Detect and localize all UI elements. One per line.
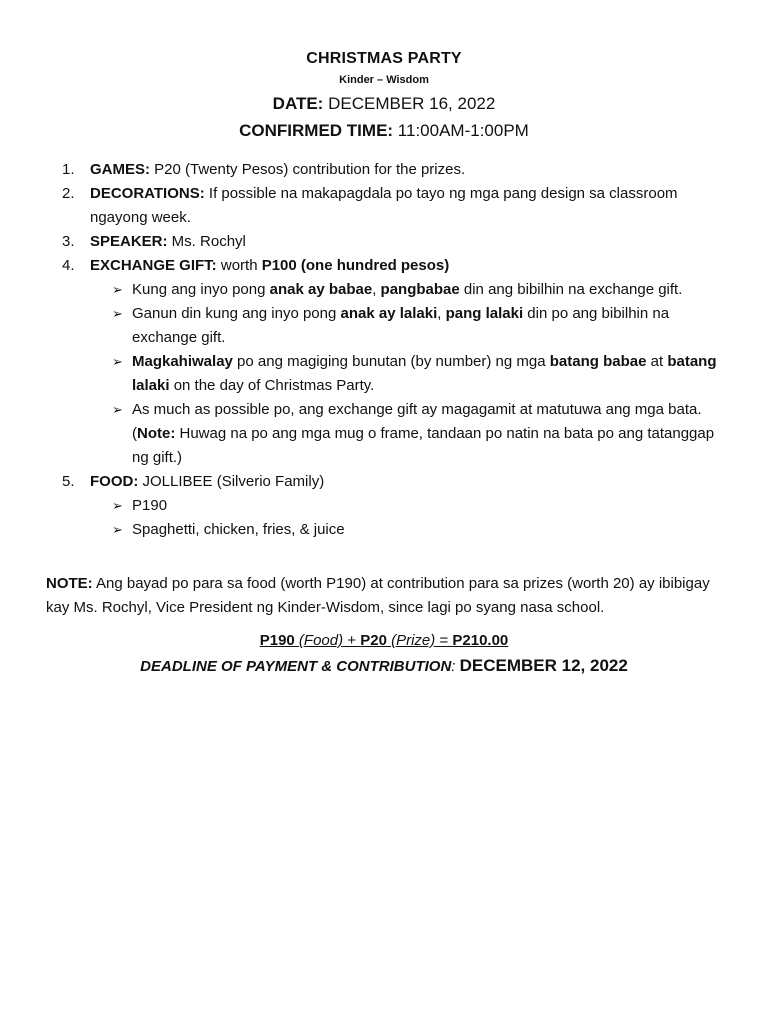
decorations-text: If possible na makapagdala po tayo ng mga pang design sa classroom ngayong week.	[90, 185, 678, 226]
exchange-text: worth	[216, 257, 262, 274]
payment-note-text: Ang bayad po para sa food (worth P190) at contribution para sa prizes (worth 20) ay ibibigay kay Ms. Rochyl, Vice President ng Kinder-Wisdom, since lagi po syang nasa school.	[46, 575, 710, 616]
event-time	[0, 121, 768, 141]
arrow-bullet-icon: ➢	[112, 354, 123, 369]
payment-deadline: DEADLINE OF PAYMENT & CONTRIBUTION: DECEMBER 12, 2022	[140, 656, 628, 675]
page-title: CHRISTMAS PARTY	[306, 50, 462, 67]
list-item-exchange-gift	[62, 254, 722, 278]
arrow-bullet-icon: ➢	[112, 402, 123, 417]
deadline-label: DEADLINE OF PAYMENT & CONTRIBUTION	[140, 658, 452, 675]
arrow-bullet-icon: ➢	[112, 306, 123, 321]
exchange-amount: P100 (one hundred pesos)	[261, 257, 450, 274]
exchange-gift-note: (Note: Huwag na po ang mga mug o frame, tandaan po natin na bata po ang tatanggap ng gift.)	[132, 425, 715, 466]
sub-item: ➢ Kung ang inyo pong anak ay babae, pangbabae din ang bibilhin na exchange gift.	[112, 278, 722, 302]
speaker-label: SPEAKER:	[90, 233, 168, 250]
payment-note	[46, 572, 736, 620]
arrow-bullet-icon: ➢	[112, 282, 123, 297]
deadline-date: DECEMBER 12, 2022	[459, 656, 628, 675]
list-number: 2.	[62, 185, 75, 202]
event-date	[0, 94, 768, 114]
speaker-text: Ms. Rochyl	[167, 233, 246, 250]
games-text: P20 (Twenty Pesos) contribution for the prizes.	[150, 161, 466, 178]
list-item-speaker	[62, 230, 722, 254]
list-number: 1.	[62, 161, 75, 178]
sub-item: ➢ As much as possible po, ang exchange gift ay magagamit at matutuwa ang mga bata.	[112, 398, 722, 422]
class-subtitle: Kinder – Wisdom	[339, 74, 429, 86]
note-label: Note:	[137, 425, 176, 442]
time-label: CONFIRMED TIME:	[239, 121, 394, 140]
list-number: 4.	[62, 257, 75, 274]
games-label: GAMES:	[90, 161, 150, 178]
sub-item: ➢ Magkahiwalay po ang magiging bunutan (by number) ng mga batang babae at batang lalaki on the day of Christmas Party.	[112, 350, 722, 398]
exchange-label: EXCHANGE GIFT:	[90, 257, 217, 274]
sub-item: ➢ Ganun din kung ang inyo pong anak ay lalaki, pang lalaki din po ang bibilhin na exchange gift.	[112, 302, 722, 350]
sub-item	[112, 494, 722, 518]
food-label: FOOD:	[90, 473, 139, 490]
time-value: 11:00AM-1:00PM	[393, 121, 529, 140]
list-item-food	[62, 470, 722, 494]
payment-note-label: NOTE:	[46, 575, 93, 592]
arrow-bullet-icon: ➢	[112, 498, 123, 513]
sub-item	[112, 518, 722, 542]
date-label: DATE:	[272, 94, 324, 113]
party-details-list	[62, 158, 722, 542]
food-price: P190	[132, 497, 168, 514]
decorations-label: DECORATIONS:	[90, 185, 205, 202]
payment-total: P190 (Food) + P20 (Prize) = P210.00	[259, 632, 509, 649]
food-menu: Spaghetti, chicken, fries, & juice	[132, 521, 345, 538]
food-text: JOLLIBEE (Silverio Family)	[138, 473, 325, 490]
list-item-games	[62, 158, 722, 182]
list-number: 3.	[62, 233, 75, 250]
list-number: 5.	[62, 473, 75, 490]
arrow-bullet-icon: ➢	[112, 522, 123, 537]
date-value: DECEMBER 16, 2022	[323, 94, 496, 113]
list-item-decorations	[62, 182, 722, 230]
